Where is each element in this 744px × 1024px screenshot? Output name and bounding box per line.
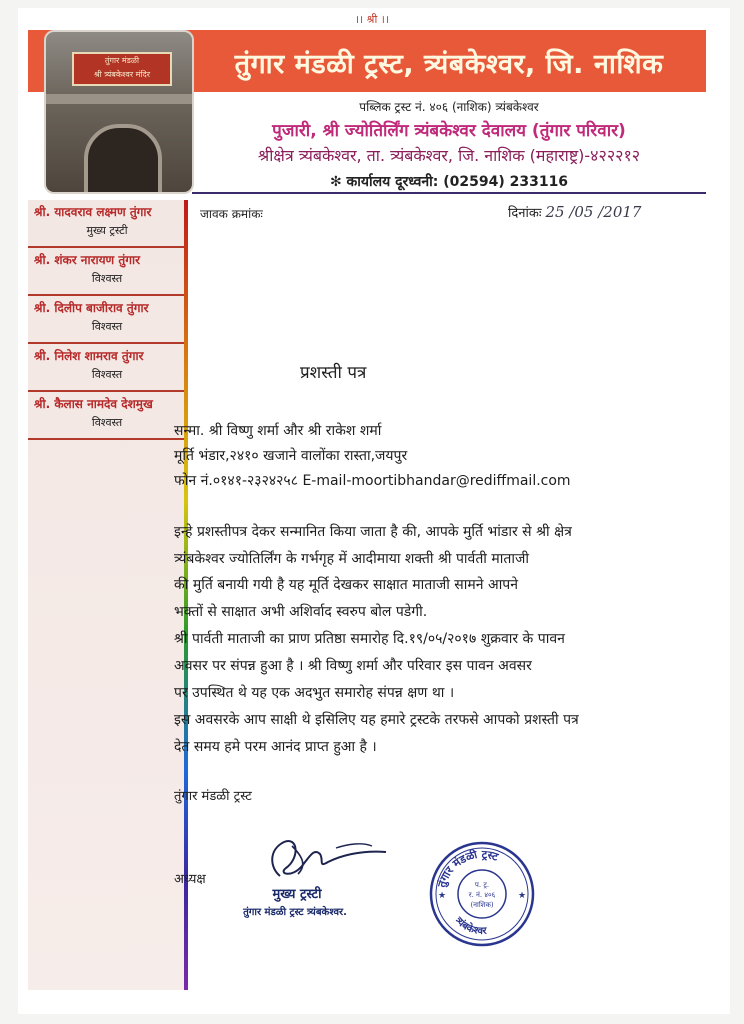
public-trust-number: पब्लिक ट्रस्ट नं. ४०६ (नाशिक) त्र्यंबकेश्वर [359, 100, 539, 114]
body-line: अवसर पर संपन्न हुआ है । श्री विष्णु शर्मा और परिवार इस पावन अवसर [174, 658, 532, 674]
trustee-role: विश्वस्त [91, 368, 123, 381]
trustee-role: विश्वस्त [91, 272, 123, 285]
temple-sign-line-1: तुंगार मंडळी [104, 56, 140, 65]
seal-bottom-text: त्र्यंबकेश्वर [452, 915, 488, 938]
pujari-line: पुजारी, श्री ज्योतिर्लिंग त्र्यंबकेश्वर देवालय (तुंगार परिवार) [272, 121, 626, 141]
body-line: की मुर्ति बनायी गयी है यह मूर्ति देखकर साक्षात माताजी सामने आपने [174, 577, 519, 593]
trustee-name: श्री. निलेश शामराव तुंगार [34, 349, 144, 363]
trustee-entry [28, 200, 186, 248]
trustee-role: विश्वस्त [91, 320, 123, 333]
om-invocation: ।। श्री ।। [354, 13, 390, 26]
seal-center-line: र. नं. ४०६ [468, 891, 496, 899]
handwritten-signature [240, 828, 390, 888]
temple-photo [44, 30, 194, 194]
body-line: पर उपस्थित थे यह एक अदभुत समारोह संपन्न क्षण था । [174, 685, 455, 701]
trustee-name: श्री. शंकर नारायण तुंगार [34, 253, 141, 267]
date-value: 25 /05 /2017 [545, 203, 642, 221]
signatory-organization: तुंगार मंडळी ट्रस्ट त्र्यंबकेश्वर. [243, 907, 347, 918]
trustee-entry [28, 344, 186, 392]
trustee-role: विश्वस्त [91, 416, 123, 429]
trustee-name: श्री. दिलीप बाजीराव तुंगार [34, 301, 149, 315]
temple-cornice [46, 94, 192, 104]
trustee-name: श्री. कैलास नामदेव देशमुख [34, 397, 153, 411]
body-line: श्री पार्वती माताजी का प्राण प्रतिष्ठा समारोह दि.१९/०५/२०१७ शुक्रवार के पावन [174, 631, 565, 647]
trustee-role: मुख्य ट्रस्टी [86, 224, 128, 237]
temple-arch [84, 124, 162, 194]
office-phone: ✻ कार्यालय दूरध्वनी: (02594) 233116 [329, 174, 569, 190]
recipient-contact: फोन नं.०१४१-२३२४२५८ E-mail-moortibhandar@rediffmail.com [174, 473, 571, 489]
trustee-entry [28, 296, 186, 344]
seal-center-line: (नाशिक) [470, 901, 494, 909]
closing-trust-name: तुंगार मंडळी ट्रस्ट [174, 789, 252, 804]
letter-date [508, 203, 641, 221]
header-rule [192, 192, 706, 194]
trustee-entry [28, 248, 186, 296]
seal-star-icon: ★ [517, 891, 527, 901]
trust-address: श्रीक्षेत्र त्र्यंबकेश्वर, ता. त्र्यंबकेश्वर, जि. नाशिक (महाराष्ट्र)-४२२२१२ [257, 146, 641, 165]
temple-sign-line-2: श्री त्र्यंबकेश्वर मंदिर [93, 70, 151, 79]
trustee-entry [28, 392, 186, 440]
trust-title: तुंगार मंडळी ट्रस्ट, त्र्यंबकेश्वर, जि. नाशिक [234, 49, 664, 80]
seal-center-line: प. ट्र. [474, 881, 490, 889]
trustee-name: श्री. यादवराव लक्ष्मण तुंगार [34, 205, 152, 219]
seal-star-icon: ★ [437, 891, 447, 901]
recipient-address: मूर्ति भंडार,२४१० खजाने वालोंका रास्ता,जयपुर [174, 448, 408, 464]
president-label: अध्यक्ष [174, 872, 206, 887]
signatory-title: मुख्य ट्रस्टी [272, 887, 322, 902]
recipient-name: सन्मा. श्री विष्णु शर्मा और श्री राकेश शर्मा [174, 423, 382, 439]
date-label: दिनांकः [508, 206, 542, 221]
certificate-heading: प्रशस्ती पत्र [300, 363, 367, 383]
reference-number-label: जावक क्रमांकः [200, 207, 263, 221]
trust-seal-stamp [428, 840, 536, 948]
body-line: भक्तों से साक्षात अभी अशिर्वाद स्वरुप बोल पडेगी. [174, 604, 428, 620]
body-line: देत समय हमे परम आनंद प्राप्त हुआ है । [174, 739, 377, 755]
body-line: इस अवसरके आप साक्षी थे इसिलिए यह हमारे ट्रस्टके तरफसे आपको प्रशस्ती पत्र [174, 712, 579, 728]
seal-top-text: तुंगार मंडळी ट्रस्ट [435, 847, 500, 889]
body-line: इन्हे प्रशस्तीपत्र देकर सन्मानित किया जाता है की, आपके मुर्ति भांडार से श्री क्षेत्र [174, 524, 572, 540]
body-line: त्र्यंबकेश्वर ज्योतिर्लिंग के गर्भगृह में आदीमाया शक्ती श्री पार्वती माताजी [174, 551, 529, 567]
temple-sign [72, 52, 172, 86]
trustee-sidebar [28, 200, 186, 990]
